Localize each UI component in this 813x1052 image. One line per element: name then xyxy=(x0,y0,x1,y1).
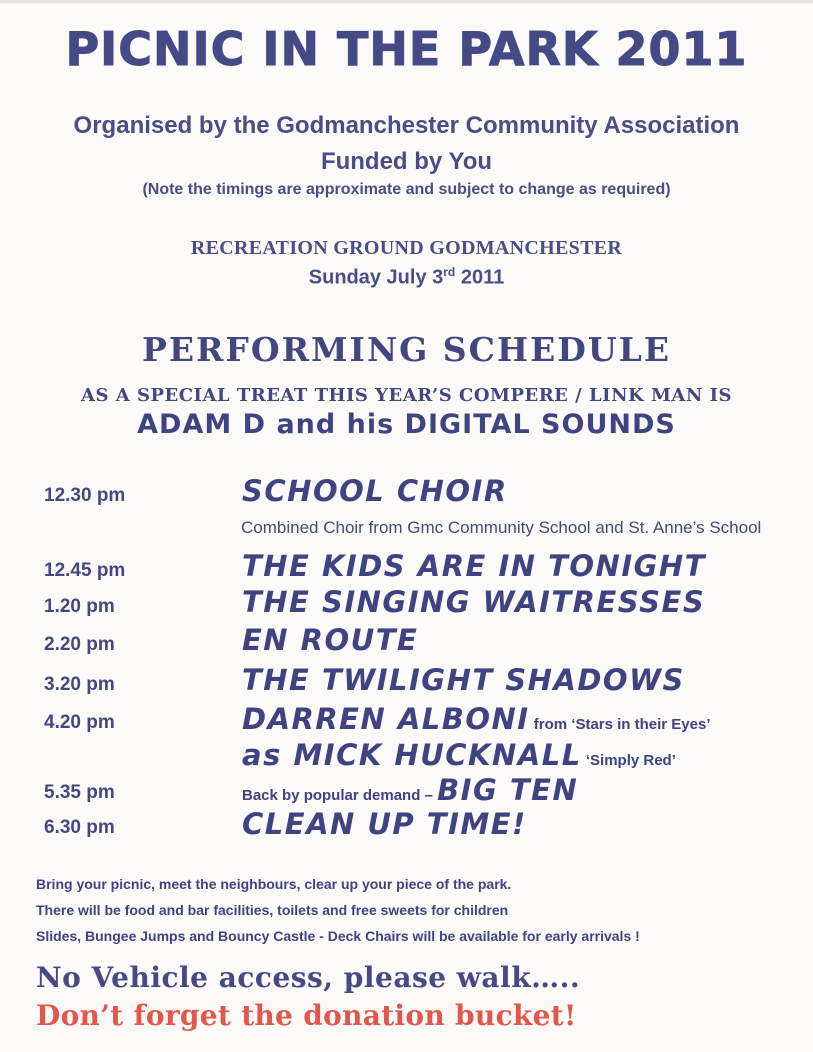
poster-title: PICNIC IN THE PARK 2011 xyxy=(65,22,748,76)
schedule-time: 3.20 pm xyxy=(44,674,115,695)
date-year: 2011 xyxy=(455,266,505,289)
event-date xyxy=(0,265,813,290)
schedule-act xyxy=(242,773,578,807)
act-prefix: Back by popular demand – xyxy=(242,787,438,804)
choir-note: Combined Choir from Gmc Community School and St. Anne’s School xyxy=(241,518,762,537)
act-extra: from ‘Stars in their Eyes’ xyxy=(529,716,711,733)
schedule-act: CLEAN UP TIME! xyxy=(242,807,527,841)
donation-reminder: Don’t forget the donation bucket! xyxy=(36,999,577,1032)
schedule-act: SCHOOL CHOIR xyxy=(242,474,508,508)
mick-prefix: as xyxy=(242,738,294,772)
date-suffix: rd xyxy=(443,265,456,279)
act-name: BIG TEN xyxy=(437,773,579,807)
schedule-act: EN ROUTE xyxy=(242,623,419,657)
mick-suffix: ‘Simply Red’ xyxy=(581,752,676,769)
schedule-act: THE KIDS ARE IN TONIGHT xyxy=(242,549,706,583)
schedule-time: 1.20 pm xyxy=(44,596,115,617)
venue: RECREATION GROUND GODMANCHESTER xyxy=(190,237,623,259)
date-prefix: Sunday July 3 xyxy=(308,266,444,289)
schedule-time: 6.30 pm xyxy=(44,817,115,838)
schedule-act xyxy=(242,702,711,736)
compere-intro: AS A SPECIAL TREAT THIS YEAR’S COMPERE / LINK MAN IS xyxy=(81,385,732,406)
organiser-line: Organised by the Godmanchester Community Association xyxy=(73,112,740,139)
schedule-act: THE SINGING WAITRESSES xyxy=(242,585,706,619)
schedule-time: 4.20 pm xyxy=(44,712,115,733)
schedule-act-continued xyxy=(242,738,676,772)
info-line: There will be food and bar facilities, toilets and free sweets for children xyxy=(36,902,509,918)
schedule-time: 2.20 pm xyxy=(44,634,115,655)
schedule-act: THE TWILIGHT SHADOWS xyxy=(242,663,685,697)
schedule-heading: PERFORMING SCHEDULE xyxy=(142,330,671,369)
no-vehicle-notice: No Vehicle access, please walk….. xyxy=(36,961,581,994)
timing-note: (Note the timings are approximate and subject to change as required) xyxy=(142,181,671,198)
info-line: Bring your picnic, meet the neighbours, clear up your piece of the park. xyxy=(36,876,512,892)
info-line: Slides, Bungee Jumps and Bouncy Castle - Deck Chairs will be available for early arrivals ! xyxy=(36,928,640,944)
top-rule xyxy=(0,0,813,3)
mick-name: MICK HUCKNALL xyxy=(293,738,582,772)
compere-name: ADAM D and his DIGITAL SOUNDS xyxy=(137,409,676,440)
schedule-time: 12.45 pm xyxy=(44,560,126,581)
funded-line: Funded by You xyxy=(320,148,493,175)
act-name: DARREN ALBONI xyxy=(242,702,530,736)
schedule-time: 5.35 pm xyxy=(44,782,115,803)
schedule-time: 12.30 pm xyxy=(44,485,126,506)
